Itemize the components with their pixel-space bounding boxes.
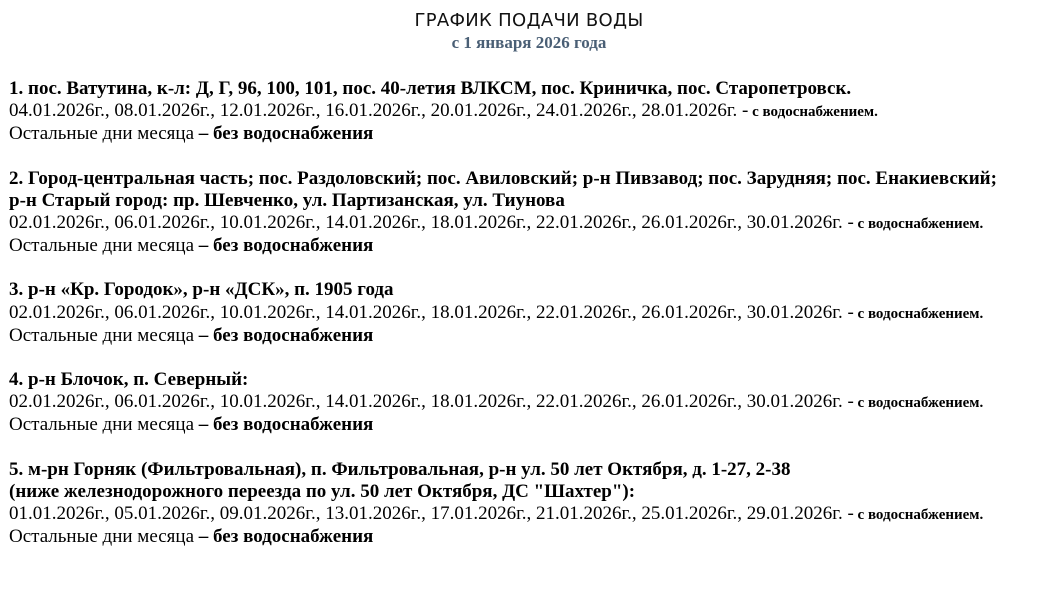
rest-days xyxy=(9,235,1058,257)
supply-status: с водоснабжением. xyxy=(853,395,984,412)
no-supply-status: – без водоснабжения xyxy=(198,526,374,548)
rest-days-label: Остальные дни месяца xyxy=(9,324,199,346)
dates-text: 02.01.2026г., 06.01.2026г., 10.01.2026г., 14.01.2026г., 18.01.2026г., 22.01.2026г., 26.01.2026г., 30.01.2026г. - xyxy=(9,212,854,234)
rest-days xyxy=(9,123,1058,145)
rest-days-label: Остальные дни месяца xyxy=(9,123,199,145)
supply-status: с водоснабжением. xyxy=(853,305,984,322)
section-title: 4. р-н Блочок, п. Северный: xyxy=(9,369,249,391)
schedule-list xyxy=(9,78,1058,570)
schedule-section-2 xyxy=(9,168,1058,258)
section-title: 2. Город-центральная часть; пос. Раздоловский; пос. Авиловский; р-н Пивзавод; пос. Зарудняя; пос. Енакиевский; xyxy=(9,167,997,189)
rest-days-label: Остальные дни месяца xyxy=(9,526,199,548)
no-supply-status: – без водоснабжения xyxy=(198,414,374,436)
no-supply-status: – без водоснабжения xyxy=(198,123,374,145)
supply-dates xyxy=(9,503,1058,526)
dates-text: 02.01.2026г., 06.01.2026г., 10.01.2026г., 14.01.2026г., 18.01.2026г., 22.01.2026г., 26.01.2026г., 30.01.2026г. - xyxy=(9,391,854,413)
no-supply-status: – без водоснабжения xyxy=(198,324,374,346)
schedule-section-5 xyxy=(9,459,1058,549)
rest-days-label: Остальные дни месяца xyxy=(9,235,199,257)
dates-text: 02.01.2026г., 06.01.2026г., 10.01.2026г., 14.01.2026г., 18.01.2026г., 22.01.2026г., 26.01.2026г., 30.01.2026г. - xyxy=(9,301,854,323)
section-title: 5. м-рн Горняк (Фильтровальная), п. Фильтровальная, р-н ул. 50 лет Октября, д. 1-27, 2-38 xyxy=(9,458,791,480)
supply-dates xyxy=(9,391,1058,414)
supply-dates xyxy=(9,212,1058,235)
rest-days xyxy=(9,526,1058,548)
supply-dates xyxy=(9,100,1058,123)
supply-status: с водоснабжением. xyxy=(853,507,984,524)
dates-text: 01.01.2026г., 05.01.2026г., 09.01.2026г., 13.01.2026г., 17.01.2026г., 21.01.2026г., 25.01.2026г., 29.01.2026г. - xyxy=(9,503,854,525)
supply-status: с водоснабжением. xyxy=(748,104,878,121)
section-title: 1. пос. Ватутина, к-л: Д, Г, 96, 100, 101, пос. 40-летия ВЛКСМ, пос. Криничка, пос. Старопетровск. xyxy=(9,78,852,99)
schedule-section-1 xyxy=(9,78,1058,146)
supply-dates xyxy=(9,302,1058,325)
dates-text: 04.01.2026г., 08.01.2026г., 12.01.2026г., 16.01.2026г., 20.01.2026г., 24.01.2026г., 28.01.2026г. - xyxy=(9,100,749,122)
document-title: ГРАФИК ПОДАЧИ ВОДЫ xyxy=(414,10,644,31)
rest-days-label: Остальные дни месяца xyxy=(9,414,199,436)
section-title: 3. р-н «Кр. Городок», р-н «ДСК», п. 1905 года xyxy=(9,279,394,301)
document-subtitle: с 1 января 2026 года xyxy=(451,33,607,52)
no-supply-status: – без водоснабжения xyxy=(198,235,374,257)
rest-days xyxy=(9,414,1058,436)
document-header xyxy=(0,0,1058,54)
rest-days xyxy=(9,325,1058,347)
section-title-continued: р-н Старый город: пр. Шевченко, ул. Партизанская, ул. Тиунова xyxy=(9,189,565,211)
section-title-continued: (ниже железнодорожного переезда по ул. 50 лет Октября, ДС "Шахтер"): xyxy=(9,480,636,502)
schedule-section-4 xyxy=(9,369,1058,437)
schedule-section-3 xyxy=(9,279,1058,347)
supply-status: с водоснабжением. xyxy=(853,216,984,233)
